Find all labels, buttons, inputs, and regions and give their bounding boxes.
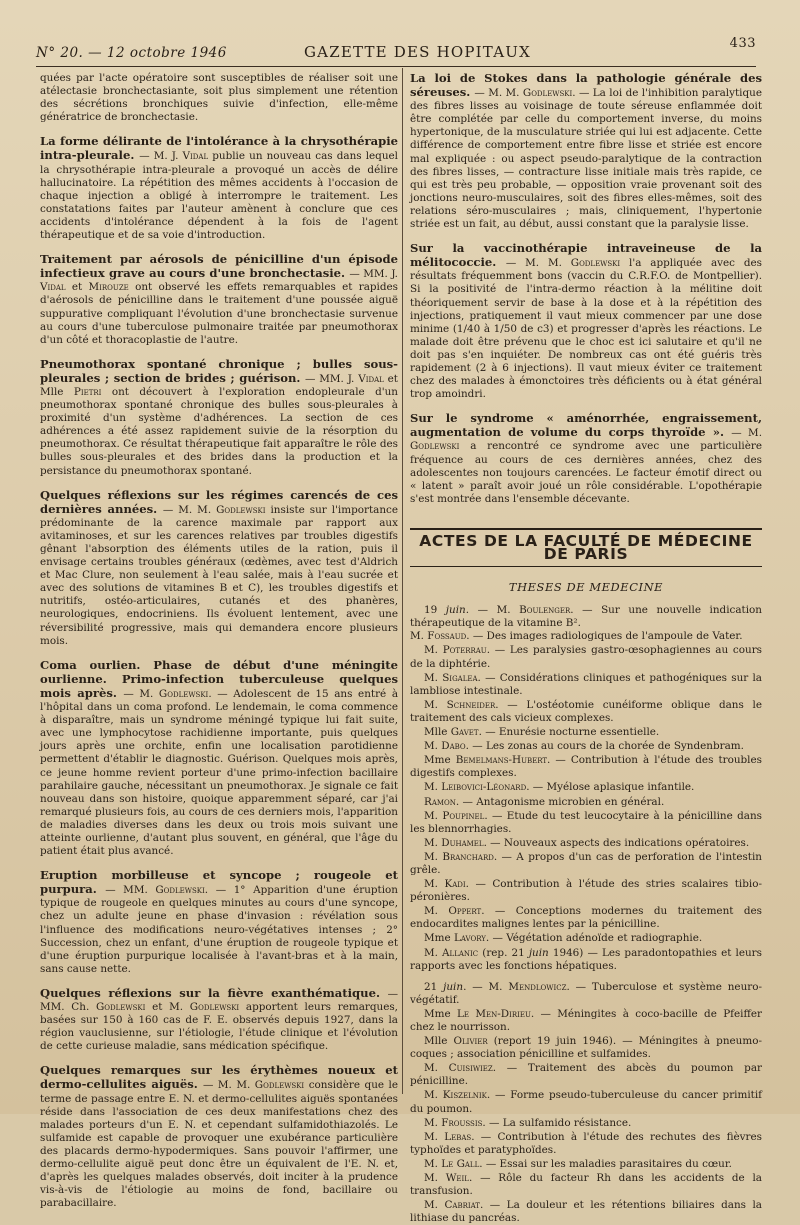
thesis-entry: M. Cuisiwiez. — Traitement des abcès du poumon par pénicilline. (410, 1062, 762, 1088)
issue-date: N° 20. — 12 octobre 1946 (36, 45, 227, 61)
article-body: — MM. J. Vidal et Mlle Pietri ont découvert à l'exploration endopleurale d'un pneumothorax spontané chronique des bulles sous-pleurales à proximité d'un système d'adhérences. La section de ces adhérences a été assez rapidement suivie de la résorption du pneumothorax. Ce résultat thérapeutique fait apparaître le rôle des bulles sous-pleurales et des brides dans la production et la persistance du pneumothorax spontané. (40, 372, 398, 477)
article-title: Coma ourlien. Phase de début d'une méningite ourlienne. Primo-infection tuberculeuse quelques mois après. (40, 657, 398, 700)
article-body: — M. M. Godlewski insiste sur l'importance prédominante de la carence maximale par rapport aux avitaminoses, et sur les carences relatives par troubles digestifs gênant l'absorption des éléments utiles de la ration, puis il envisage certains troubles généraux (œdèmes, avec test d'Aldrich et Mac Clure, non seulement à l'eau salée, mais à l'eau sucrée et avec des solutions de vitamines B et C), les troubles digestifs et nutritifs, ostéo-articulaires, cutanés et des phanères, neurologiques, endocriniens. Ils évoluent lentement, avec une réversibilité progressive, mais qui demandera encore plusieurs mois. (40, 503, 398, 647)
thesis-entry: 19 juin. — M. Boulenger. — Sur une nouvelle indication thérapeutique de la vitamine B². M. Fossaud. — Des images radiologiques de l'ampoule de Vater. (410, 604, 762, 643)
thesis-entry: M. Branchard. — A propos d'un cas de perforation de l'intestin grêle. (410, 850, 762, 876)
article-body: — MM. Godlewski. — 1° Apparition d'une éruption typique de rougeole en quelques minutes au cours d'une syncope, chez un adulte jeune en phase d'invasion : révélation sous l'influence des modifications neuro-végétatives intenses ; 2° Succession, chez un enfant, d'une éruption de rougeole typique et d'une éruption purpurique localisée à l'avant-bras et à la main, sans cause nette. (40, 884, 399, 975)
right-article (410, 242, 762, 401)
theses-heading: THESES DE MEDECINE (508, 580, 664, 595)
column-divider (402, 68, 403, 1094)
acts-heading: ACTES DE LA FACULTÉ DE MÉDECINE DE PARIS (410, 528, 762, 567)
page-header (36, 36, 756, 64)
page-number: 433 (729, 36, 756, 51)
thesis-entry: M. Cabriat. — La douleur et les rétentions biliaires dans la lithiase du pancréas. (410, 1199, 763, 1225)
left-article (40, 869, 398, 976)
thesis-entry: Mme Le Men-Dirieu. — Méningites à coco-bacille de Pfeiffer chez le nourrisson. (410, 1007, 762, 1033)
thesis-entry: M. Dabo. — Les zonas au cours de la chorée de Syndenbram. (424, 740, 744, 753)
article-title: La loi de Stokes dans la pathologie générale des séreuses. (410, 71, 762, 100)
thesis-entry: 21 juin. — M. Mendlowicz. — Tuberculose et système neuro-végétatif. (410, 980, 763, 1006)
thesis-entry: M. Poupinel. — Etude du test leucocytaire à la pénicilline dans les blennorrhagies. (410, 809, 762, 835)
thesis-entry: M. Weil. — Rôle du facteur Rh dans les accidents de la transfusion. (410, 1172, 762, 1198)
right-article (410, 72, 762, 231)
right-articles (410, 72, 762, 506)
article-title: Traitement par aérosols de pénicilline d'un épisode infectieux grave au cours d'une bronchectasie. (40, 252, 398, 281)
article-body: — M. Godlewski a rencontré ce syndrome avec une particulière fréquence au cours de ces dernières années, chez des adolescentes non toujours carencées. Le facteur émotif direct ou « latent » paraît avoir joué un rôle considérable. L'opothérapie s'est montrée dans l'ensemble décevante. (410, 427, 762, 505)
header-rule (36, 66, 756, 67)
thesis-entry: M. Sigalea. — Considérations cliniques et pathogéniques sur la lambliose intestinale. (410, 671, 762, 697)
journal-title: GAZETTE DES HOPITAUX (304, 43, 531, 61)
article-title: Quelques remarques sur les érythèmes noueux et dermo-cellulites aiguës. (40, 1063, 398, 1092)
right-article (410, 412, 762, 506)
thesis-entry: M. Duhamel. — Nouveaux aspects des indications opératoires. (424, 836, 750, 849)
article-body: — M. M. Godlewski l'a appliquée avec des résultats fréquemment bons (vaccin du C.R.F.O. de Montpellier). Si la positivité de l'intra-dermo réaction à la mélitine doit théoriquement servir de base à la dose et à la répétition des injections, pratiquement il vaut mieux commencer par une dose minime (1/40 à 1/50 de c3) et progresser d'après les réactions. Le malade doit être prévenu que le choc est ici salutaire et qu'il ne doit pas s'en inquiéter. De nombreux cas ont été guéris très rapidement (2 à 6 injections). Il vaut mieux éviter ce traitement chez des malades à émonctoires très déficients ou à état général trop amoindri. (410, 257, 762, 401)
article-body: — M. M. Godlewski. — La loi de l'inhibition paralytique des fibres lisses au voisinage de toute séreuse enflammée doit être complétée par celle du comportement inverse, du moins hypertonique, de la musculature striée qui lui est adjacente. Cette différence de comportement entre fibre lisse et striée est encore mal expliquée : ou aspect pseudo-paralytique de la contraction des fibres lisses, — contracture lisse initiale mais très rapide, ce qui est très peu probable, — opposition vraie provenant soit des jonctions neuro-musculaires, soit des fibres elles-mêmes, soit des relations séro-musculaires ; mais, cliniquement, l'hypertonie striée est un fait, au début, aussi constant que la paralysie lisse. (410, 87, 762, 231)
left-article (40, 489, 398, 648)
article-title: Eruption morbilleuse et syncope ; rougeole et purpura. (40, 868, 398, 897)
thesis-entry: Mlle Olivier (report 19 juin 1946). — Méningites à pneumo-coques ; association pénicilline et sulfamides. (410, 1035, 762, 1061)
article-title: Pneumothorax spontané chronique ; bulles sous-pleurales ; section de brides ; guérison. (40, 356, 398, 385)
thesis-entry: M. Kadi. — Contribution à l'étude des stries scalaires tibio-péronières. (410, 878, 762, 904)
left-article (40, 72, 398, 124)
thesis-entry: M. Schneider. — L'ostéotomie cunéiforme oblique dans le traitement des cals vicieux complexes. (410, 698, 762, 724)
thesis-entry: M. Le Gall. — Essai sur les maladies parasitaires du cœur. (424, 1157, 732, 1170)
thesis-entry: M. Lebas. — Contribution à l'étude des rechutes des fièvres typhoïdes et paratyphoïdes. (410, 1130, 763, 1156)
thesis-entry: M. Oppert. — Conceptions modernes du traitement des endocardites malignes lentes par la pénicilline. (410, 905, 762, 931)
thesis-entry: M. Kiszelnik. — Forme pseudo-tuberculeuse du cancer primitif du poumon. (410, 1089, 763, 1115)
thesis-entry: M. Leibovici-Léonard. — Myélose aplasique infantile. (424, 781, 695, 794)
thesis-entry: M. Allanic (rep. 21 juin 1946) — Les paradontopathies et leurs rapports avec les fonctions hépatiques. (410, 946, 762, 972)
thesis-entry: Ramon. — Antagonisme microbien en général. (424, 795, 665, 808)
left-article (40, 1064, 398, 1210)
thesis-entry: Mme Lavory. — Végétation adénoïde et radiographie. (424, 932, 703, 945)
thesis-entry: M. Poterrau. — Les paralysies gastro-œsophagiennes au cours de la diphtérie. (410, 644, 762, 670)
left-column (40, 72, 399, 1210)
left-article (40, 358, 398, 478)
article-title: La forme délirante de l'intolérance à la chrysothérapie intra-pleurale. (40, 134, 398, 163)
article-body: — MM. J. Vidal et Mirouze ont observé les effets remarquables et rapides d'aérosols de pénicilline dans le traitement d'une poussée aiguë suppurative compliquant l'évolution d'une bronchectasie survenue au cours d'une tuberculose pulmonaire traitée par pneumothorax d'un côté et thoracoplastie de l'autre. (40, 268, 398, 346)
left-article (40, 135, 398, 242)
article-body: — MM. Ch. Godlewski et M. Godlewski apportent leurs remarques, basées sur 150 à 160 cas de F. E. observés depuis 1927, dans la région vauclusienne, sur l'étiologie, l'étude clinique et l'évolution de cette curieuse maladie, sans médication spécifique. (40, 987, 398, 1053)
theses-list (410, 604, 762, 1225)
article-title: Sur la vaccinothérapie intraveineuse de la mélitococcie. (410, 241, 762, 270)
thesis-entry: Mlle Gavet. — Enurésie nocturne essentielle. (424, 726, 660, 739)
article-title: Quelques réflexions sur la fièvre exanthématique. (40, 985, 388, 1000)
article-body: quées par l'acte opératoire sont susceptibles de réaliser soit une atélectasie bronchectasiante, soit plus simplement une rétention des sécrétions bronchiques suivie d'infection, elle-même génératrice de bronchectasie. (40, 72, 398, 124)
thesis-entry: M. Froussis. — La sulfamido résistance. (424, 1116, 632, 1129)
article-body: — M. Godlewski. — Adolescent de 15 ans entré à l'hôpital dans un coma profond. Le lendemain, le coma commence à disparaître, mais un syndrome méningé typique lui fait suite, avec une lymphocytose rachidienne importante, puis quelques jours après une orchite, enfin une localisation parotidienne permettent d'établir le diagnostic. Guérison. Quelques mois après, ce jeune homme revient porteur d'une primo-infection bacillaire parahilaire gauche, nécessitant un pneumothorax. Je signale ce fait nouveau dans son histoire, quoique apparemment séparé, car j'ai remarqué plusieurs fois, au cours de ces derniers mois, l'apparition de maladies diverses dans les deux ou trois mois suivant une atteinte ourlienne, d'autant plus souvent, en général, que l'âge du patient était plus avancé. (40, 687, 399, 858)
article-body: — M. J. Vidal publie un nouveau cas dans lequel la chrysothérapie intra-pleurale a provoqué un accès de délire hallucinatoire. La répétition des mêmes accidents à l'occasion de chaque injection a obligé à interrompre le traitement. Les constatations faites par l'auteur amènent à conclure que ces accidents d'intolérance dépendent à la fois de l'agent thérapeutique et de sa voie d'introduction. (40, 150, 398, 242)
left-article (40, 253, 398, 347)
right-column (410, 71, 763, 1225)
article-body: — M. M. Godlewski considère que le terme de passage entre E. N. et dermo-cellulites aiguës spontanées réside dans l'association de ces deux manifestations chez des malades porteurs d'un E. N. et cependant sulfamidothiazolés. Le sulfamide est capable de provoquer une exubérance particulière des placards dermo-hypodermiques. Sans pouvoir l'affirmer, une dermo-cellulite aiguë peut donc être un équivalent de l'E. N. et, d'après les quelques malades observés, doit inciter à la prudence vis-à-vis de l'étiologie au moins de fond, bacillaire ou parabacillaire. (40, 1079, 399, 1210)
thesis-entry: Mme Bemelmans-Hubert. — Contribution à l'étude des troubles digestifs complexes. (410, 754, 762, 780)
left-article (40, 987, 398, 1053)
article-title: Sur le syndrome « aménorrhée, engraissement, augmentation de volume du corps thyroïde ». (410, 411, 762, 440)
left-article (40, 659, 398, 858)
article-title: Quelques réflexions sur les régimes carencés de ces dernières années. (40, 487, 398, 516)
